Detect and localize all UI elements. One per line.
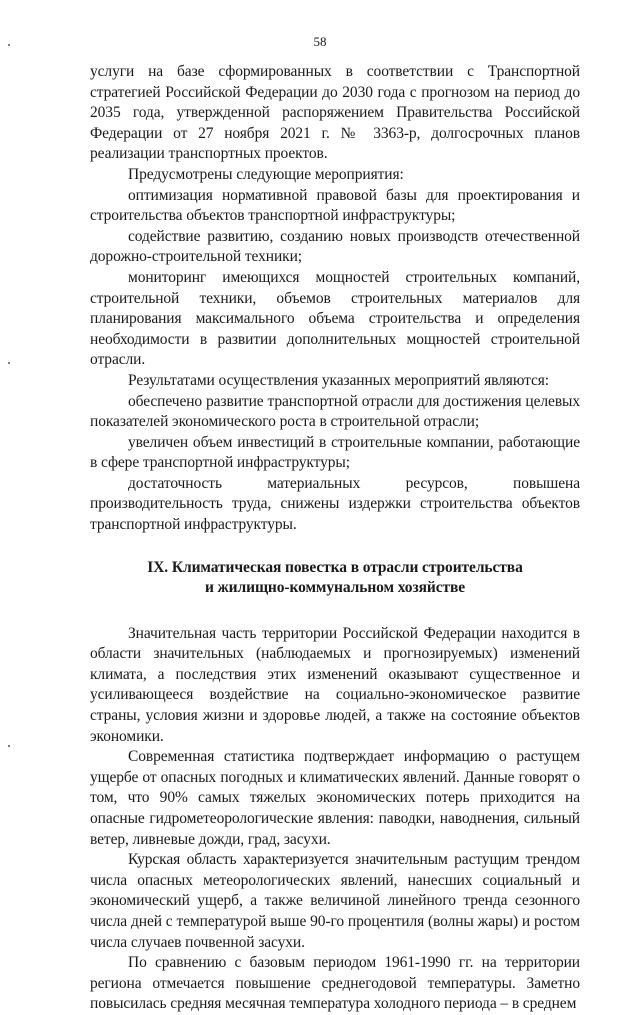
scan-speck [8, 362, 10, 364]
list-item: оптимизация нормативной правовой базы для проектирования и строительства объектов транспортной инфраструктуры; [90, 186, 580, 225]
paragraph: Современная статистика подтверждает информацию о растущем ущербе от опасных погодных и климатических явлений. Данные говорят о том, что 90% самых тяжелых экономических потерь приходится на опасные гидрометеорологические явления: паводки, наводнения, сильный ветер, ливневые дожди, град, засухи. [90, 748, 580, 848]
scan-speck [8, 44, 10, 46]
paragraph: Результатами осуществления указанных мероприятий являются: [128, 371, 549, 389]
paragraph: услуги на базе сформированных в соответствии с Транспортной стратегией Российской Федерации до 2030 года с прогнозом на период до 2035 года, утвержденной распоряжением Правительства Российской Федерации от 27 ноября 2021 г. № 3363-р, долгосрочных планов реализации транспортных проектов. [90, 63, 580, 163]
paragraph: Значительная часть территории Российской Федерации находится в области значительных (наблюдаемых и прогнозируемых) изменений климата, а последствия этих изменений оказывают существенное и усиливающееся воздействие на социально-экономическое развитие страны, условия жизни и здоровье людей, а также на состояние объектов экономики. [90, 624, 580, 745]
list-item: достаточность материальных ресурсов, повышена производительность труда, снижены издержки строительства объектов транспортной инфраструктуры. [90, 474, 580, 534]
paragraph: Предусмотрены следующие мероприятия: [128, 165, 404, 183]
list-item: мониторинг имеющихся мощностей строительных компаний, строительной техники, объемов строительных материалов для планирования максимального объема строительства и определения необходимости в развитии дополнительных мощностей строительной отрасли. [90, 268, 580, 369]
section-heading [90, 558, 580, 598]
section-heading-line: и жилищно-коммунальном хозяйстве [204, 578, 466, 596]
list-item: обеспечено развитие транспортной отрасли для достижения целевых показателей экономического роста в строительной отрасли; [90, 392, 580, 431]
scan-speck [8, 745, 10, 747]
paragraph: По сравнению с базовым периодом 1961-1990 гг. на территории региона отмечается повышение среднегодовой температуры. Заметно повысилась средняя месячная температура холодного периода – в среднем [90, 954, 580, 1013]
paragraph: Курская область характеризуется значительным растущим трендом числа опасных метеорологических явлений, нанесших социальный и экономический ущерб, а также величиной линейного тренда сезонного числа дней с температурой выше 90-го процентиля (волны жары) и ростом числа случаев почвенной засухи. [90, 851, 580, 951]
list-item: содействие развитию, созданию новых производств отечественной дорожно-строительной техники; [90, 227, 580, 266]
document-body [90, 62, 580, 1015]
page-number: 58 [313, 34, 327, 49]
section-heading-line: IX. Климатическая повестка в отрасли строительства [147, 558, 523, 576]
list-item: увеличен объем инвестиций в строительные компании, работающие в сфере транспортной инфраструктуры; [90, 433, 580, 472]
